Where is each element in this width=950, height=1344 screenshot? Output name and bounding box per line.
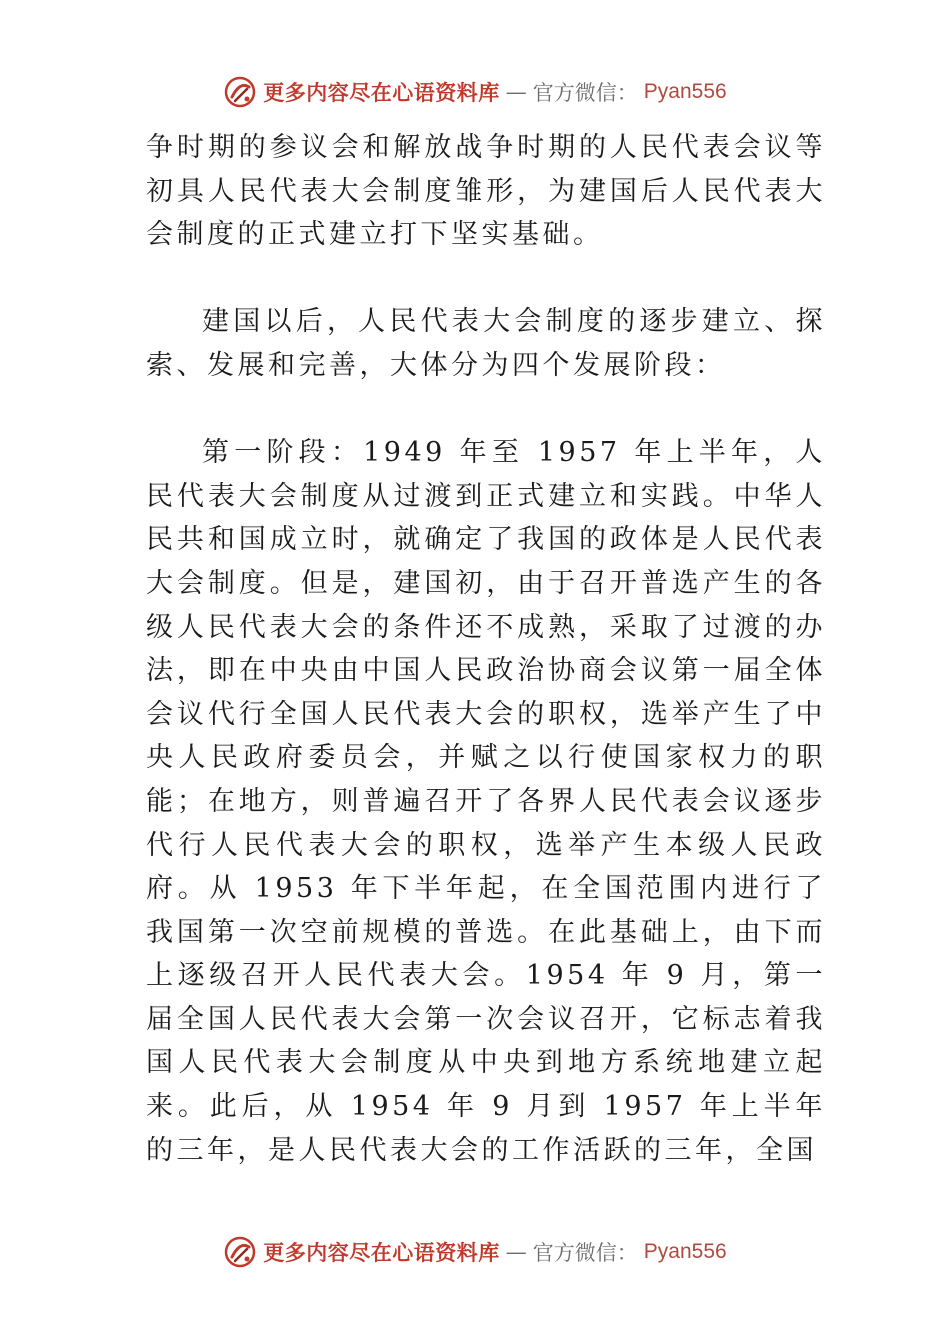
header-watermark — [0, 72, 950, 112]
footer-watermark — [0, 1232, 950, 1272]
watermark-brand-text: 更多内容尽在心语资料库 — [263, 80, 500, 105]
watermark-brand-text: 更多内容尽在心语资料库 — [263, 1240, 500, 1265]
paragraph-gap — [146, 388, 826, 432]
seal-logo-icon — [223, 1235, 257, 1269]
paragraph-gap — [146, 257, 826, 301]
watermark-official-label: 官方微信： — [532, 81, 638, 105]
watermark-separator: — — [505, 80, 527, 104]
seal-logo-icon — [223, 75, 257, 109]
watermark-wechat-id: Pyan556 — [643, 1240, 727, 1263]
watermark-official-label: 官方微信： — [532, 1241, 638, 1265]
paragraph-1: 争时期的参议会和解放战争时期的人民代表会议等初具人民代表大会制度雏形，为建国后人民代表大会制度的正式建立打下坚实基础。 — [146, 132, 826, 251]
paragraph-2: 建国以后，人民代表大会制度的逐步建立、探索、发展和完善，大体分为四个发展阶段： — [146, 306, 826, 381]
watermark-wechat-id: Pyan556 — [643, 80, 727, 103]
paragraph-3: 第一阶段：1949 年至 1957 年上半年，人民代表大会制度从过渡到正式建立和实践。中华人民共和国成立时，就确定了我国的政体是人民代表大会制度。但是，建国初，由于召开普选产生的各级人民代表大会的条件还不成熟，采取了过渡的办法，即在中央由中国人民政治协商会议第一届全体会议代行全国人民代表大会的职权，选举产生了中央人民政府委员会，并赋之以行使国家权力的职能；在地方，则普遍召开了各界人民代表会议逐步代行人民代表大会的职权，选举产生本级人民政府。从 1953 年下半年起，在全国范围内进行了我国第一次空前规模的普选。在此基础上，由下而上逐级召开人民代表大会。1954 年 9 月，第一届全国人民代表大会第一次会议召开，它标志着我国人民代表大会制度从中央到地方系统地建立起来。此后，从 1954 年 9 月到 1957 年上半年的三年，是人民代表大会的工作活跃的三年，全国 — [146, 437, 826, 1166]
watermark-separator: — — [505, 1240, 527, 1264]
document-body — [146, 126, 826, 1172]
